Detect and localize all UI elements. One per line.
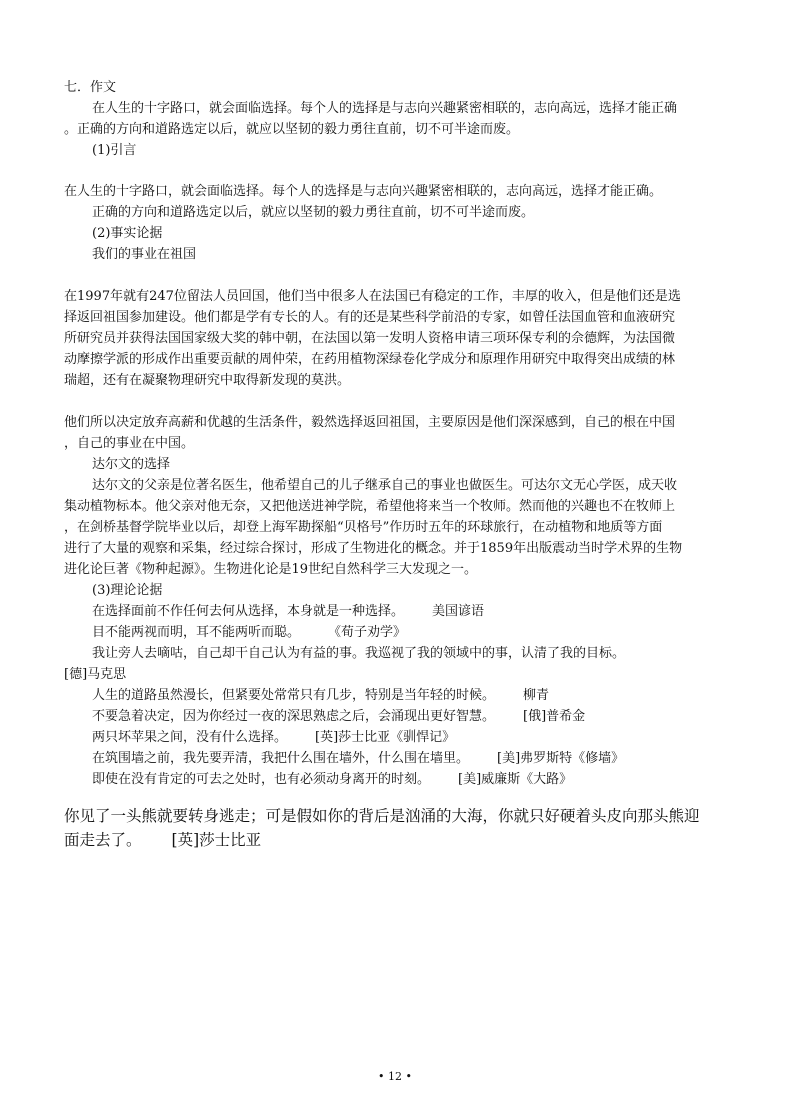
section-title: 七．作文 xyxy=(64,80,117,95)
quote-text: 人生的道路虽然漫长，但紧要处常常只有几步，特别是当年轻的时候。 xyxy=(92,688,496,703)
story2-line-4: 进行了大量的观察和采集，经过综合探讨，形成了生物进化的概念。并于1859年出版震动当时学术界的生物 xyxy=(64,541,683,556)
final-quote-line-2 xyxy=(64,828,730,852)
story2-line-3: ，在剑桥基督学院毕业以后，却登上海军勘探船“贝格号”作历时五年的环球旅行，在动植物和地质等方面 xyxy=(64,520,663,535)
quote-line xyxy=(92,685,730,706)
quote-source: [美]威廉斯《大路》 xyxy=(458,772,573,787)
story1-line-1: 在1997年就有247位留法人员回国，他们当中很多人在法国已有稳定的工作，丰厚的收入，但是他们还是选 xyxy=(64,289,681,304)
story1-line-2: 择返回祖国参加建设。他们都是学有专长的人。有的还是某些科学前沿的专家，如曾任法国血管和血液研究 xyxy=(64,310,676,325)
quote-source: 《荀子劝学》 xyxy=(328,625,407,640)
quote-text: 即使在没有肯定的可去之处时，也有必须动身离开的时刻。 xyxy=(92,772,431,787)
quote-text: 目不能两视而明，耳不能两听而聪。 xyxy=(92,625,301,640)
story2-line-1: 达尔文的父亲是位著名医生，他希望自己的儿子继承自己的事业也做医生。可达尔文无心学医，成天收 xyxy=(92,478,678,493)
final-quote-text: 面走去了。 xyxy=(64,831,142,849)
quote-text: 两只坏苹果之间，没有什么选择。 xyxy=(92,730,288,745)
story1-line-4: 动摩擦学派的形成作出重要贡献的周仲荣，在药用植物深绿卷化学成分和原理作用研究中取得突出成绩的林 xyxy=(64,352,676,367)
story1-conclusion-line-1: 他们所以决定放弃高薪和优越的生活条件，毅然选择返回祖国，主要原因是他们深深感到，自己的根在中国 xyxy=(64,415,676,430)
quote-source: 美国谚语 xyxy=(432,604,485,619)
intro-line-1: 在人生的十字路口，就会面临选择。每个人的选择是与志向兴趣紧密相联的，志向高远，选择才能正确 xyxy=(92,101,678,116)
page-number: • 12 • xyxy=(378,1070,412,1083)
quote-line xyxy=(92,706,730,727)
story1-conclusion-line-2: ，自己的事业在中国。 xyxy=(64,436,195,451)
part1-line-1: 在人生的十字路口，就会面临选择。每个人的选择是与志向兴趣紧密相联的，志向高远，选择才能正确。 xyxy=(64,184,663,199)
story2-line-2: 集动植物标本。他父亲对他无奈，又把他送进神学院，希望他将来当一个牧师。然而他的兴趣也不在牧师上 xyxy=(64,499,676,514)
part2-heading: (2)事实论据 xyxy=(92,226,163,241)
quote-text: 在选择面前不作任何去何从选择，本身就是一种选择。 xyxy=(92,604,405,619)
intro-line-2: 。正确的方向和道路选定以后，就应以坚韧的毅力勇往直前，切不可半途而废。 xyxy=(64,122,520,137)
quote-line xyxy=(92,601,730,622)
story2-line-5: 进化论巨著《物种起源》。生物进化论是19世纪自然科学三大发现之一。 xyxy=(64,562,478,577)
quote-text: 不要急着决定，因为你经过一夜的深思熟虑之后，会涌现出更好智慧。 xyxy=(92,709,496,724)
final-quote-line-1: 你见了一头熊就要转身逃走；可是假如你的背后是汹涌的大海，你就只好硬着头皮向那头熊迎 xyxy=(64,807,700,825)
quote-source: [英]莎士比亚《驯悍记》 xyxy=(315,730,456,745)
part1-line-2: 正确的方向和道路选定以后，就应以坚韧的毅力勇往直前，切不可半途而废。 xyxy=(92,205,535,220)
quote-source: [德]马克思 xyxy=(64,667,127,682)
quote-line xyxy=(92,622,730,643)
quote-source-line xyxy=(64,664,730,685)
quote-line xyxy=(92,727,730,748)
story1-line-5: 瑞超，还有在凝聚物理研究中取得新发现的莫洪。 xyxy=(64,373,351,388)
quote-line xyxy=(92,769,730,790)
story1-line-3: 所研究员并获得法国国家级大奖的韩中朝，在法国以第一发明人资格申请三项环保专利的佘德辉，为法国微 xyxy=(64,331,676,346)
quote-text: 我让旁人去嘀咕，自己却干自己认为有益的事。我巡视了我的领域中的事，认清了我的目标。 xyxy=(92,646,626,661)
quote-source: 柳青 xyxy=(523,688,550,703)
quote-source: [俄]普希金 xyxy=(523,709,586,724)
quote-text: 在筑围墙之前，我先要弄清，我把什么围在墙外，什么围在墙里。 xyxy=(92,751,470,766)
story2-title: 达尔文的选择 xyxy=(92,457,171,472)
part1-heading: (1)引言 xyxy=(92,143,137,158)
story1-title: 我们的事业在祖国 xyxy=(92,247,197,262)
quote-line xyxy=(92,748,730,769)
final-quote-source: [英]莎士比亚 xyxy=(171,831,262,849)
quote-source: [美]弗罗斯特《修墙》 xyxy=(497,751,625,766)
quote-line xyxy=(92,643,730,664)
part3-heading: (3)理论论据 xyxy=(92,583,163,598)
